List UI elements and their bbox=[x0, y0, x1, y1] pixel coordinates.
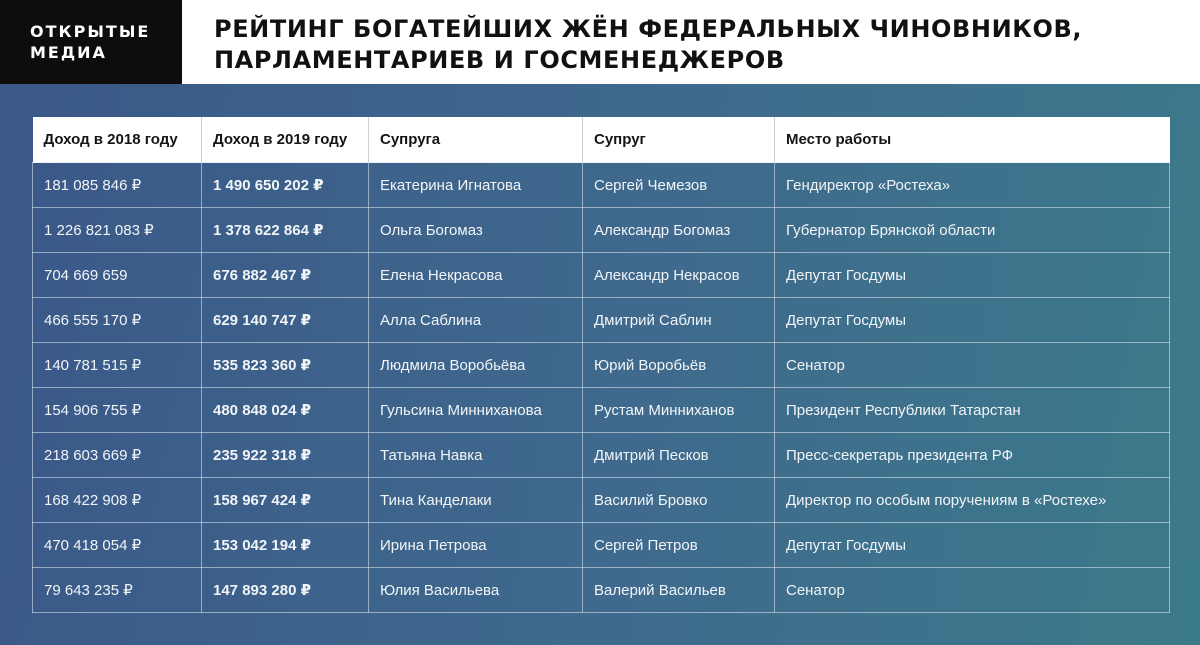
income-2019-cell: 535 823 360 ₽ bbox=[202, 343, 369, 388]
workplace-cell: Депутат Госдумы bbox=[775, 298, 1170, 343]
income-2019-cell: 1 490 650 202 ₽ bbox=[202, 163, 369, 208]
wife-cell: Ирина Петрова bbox=[369, 523, 583, 568]
table-row bbox=[33, 163, 1170, 208]
header-wife: Супруга bbox=[369, 117, 583, 163]
table-row bbox=[33, 253, 1170, 298]
logo-line-1: ОТКРЫТЫЕ bbox=[30, 22, 151, 41]
workplace-cell: Президент Республики Татарстан bbox=[775, 388, 1170, 433]
income-2018-cell: 218 603 669 ₽ bbox=[33, 433, 202, 478]
workplace-cell: Директор по особым поручениям в «Ростехе» bbox=[775, 478, 1170, 523]
header-husband: Супруг bbox=[583, 117, 775, 163]
table-row bbox=[33, 208, 1170, 253]
husband-cell: Василий Бровко bbox=[583, 478, 775, 523]
ranking-table bbox=[32, 117, 1170, 613]
husband-cell: Дмитрий Песков bbox=[583, 433, 775, 478]
wife-cell: Татьяна Навка bbox=[369, 433, 583, 478]
table-row bbox=[33, 433, 1170, 478]
header-income-2019: Доход в 2019 году bbox=[202, 117, 369, 163]
husband-cell: Александр Богомаз bbox=[583, 208, 775, 253]
income-2018-cell: 168 422 908 ₽ bbox=[33, 478, 202, 523]
income-2019-cell: 147 893 280 ₽ bbox=[202, 568, 369, 613]
logo bbox=[0, 0, 182, 84]
wife-cell: Екатерина Игнатова bbox=[369, 163, 583, 208]
husband-cell: Сергей Чемезов bbox=[583, 163, 775, 208]
logo-line-2: МЕДИА bbox=[30, 43, 107, 62]
workplace-cell: Сенатор bbox=[775, 568, 1170, 613]
wife-cell: Алла Саблина bbox=[369, 298, 583, 343]
wife-cell: Ольга Богомаз bbox=[369, 208, 583, 253]
wife-cell: Елена Некрасова bbox=[369, 253, 583, 298]
income-2019-cell: 676 882 467 ₽ bbox=[202, 253, 369, 298]
table-header-row bbox=[33, 117, 1170, 163]
income-2018-cell: 154 906 755 ₽ bbox=[33, 388, 202, 433]
income-2019-cell: 480 848 024 ₽ bbox=[202, 388, 369, 433]
table-row bbox=[33, 343, 1170, 388]
workplace-cell: Пресс-секретарь президента РФ bbox=[775, 433, 1170, 478]
workplace-cell: Гендиректор «Ростеха» bbox=[775, 163, 1170, 208]
wife-cell: Тина Канделаки bbox=[369, 478, 583, 523]
table-row bbox=[33, 568, 1170, 613]
table-row bbox=[33, 523, 1170, 568]
header-income-2018: Доход в 2018 году bbox=[33, 117, 202, 163]
income-2018-cell: 1 226 821 083 ₽ bbox=[33, 208, 202, 253]
income-2018-cell: 470 418 054 ₽ bbox=[33, 523, 202, 568]
table-row bbox=[33, 388, 1170, 433]
income-2018-cell: 140 781 515 ₽ bbox=[33, 343, 202, 388]
income-2018-cell: 181 085 846 ₽ bbox=[33, 163, 202, 208]
header-bar bbox=[0, 0, 1200, 84]
income-2018-cell: 79 643 235 ₽ bbox=[33, 568, 202, 613]
husband-cell: Дмитрий Саблин bbox=[583, 298, 775, 343]
workplace-cell: Депутат Госдумы bbox=[775, 523, 1170, 568]
wife-cell: Юлия Васильева bbox=[369, 568, 583, 613]
wife-cell: Гульсина Минниханова bbox=[369, 388, 583, 433]
table-body bbox=[33, 163, 1170, 613]
husband-cell: Рустам Минниханов bbox=[583, 388, 775, 433]
income-2018-cell: 466 555 170 ₽ bbox=[33, 298, 202, 343]
workplace-cell: Губернатор Брянской области bbox=[775, 208, 1170, 253]
workplace-cell: Депутат Госдумы bbox=[775, 253, 1170, 298]
income-2019-cell: 235 922 318 ₽ bbox=[202, 433, 369, 478]
table-row bbox=[33, 298, 1170, 343]
table-row bbox=[33, 478, 1170, 523]
income-2019-cell: 153 042 194 ₽ bbox=[202, 523, 369, 568]
husband-cell: Александр Некрасов bbox=[583, 253, 775, 298]
page-title-line-2: ПАРЛАМЕНТАРИЕВ И ГОСМЕНЕДЖЕРОВ bbox=[214, 46, 785, 74]
income-2019-cell: 158 967 424 ₽ bbox=[202, 478, 369, 523]
wife-cell: Людмила Воробьёва bbox=[369, 343, 583, 388]
husband-cell: Сергей Петров bbox=[583, 523, 775, 568]
workplace-cell: Сенатор bbox=[775, 343, 1170, 388]
page-title-line-1: РЕЙТИНГ БОГАТЕЙШИХ ЖЁН ФЕДЕРАЛЬНЫХ ЧИНОВНИКОВ, bbox=[214, 15, 1083, 43]
income-2018-cell: 704 669 659 bbox=[33, 253, 202, 298]
page-title bbox=[214, 14, 1174, 76]
header-workplace: Место работы bbox=[775, 117, 1170, 163]
income-2019-cell: 1 378 622 864 ₽ bbox=[202, 208, 369, 253]
husband-cell: Валерий Васильев bbox=[583, 568, 775, 613]
income-2019-cell: 629 140 747 ₽ bbox=[202, 298, 369, 343]
husband-cell: Юрий Воробьёв bbox=[583, 343, 775, 388]
